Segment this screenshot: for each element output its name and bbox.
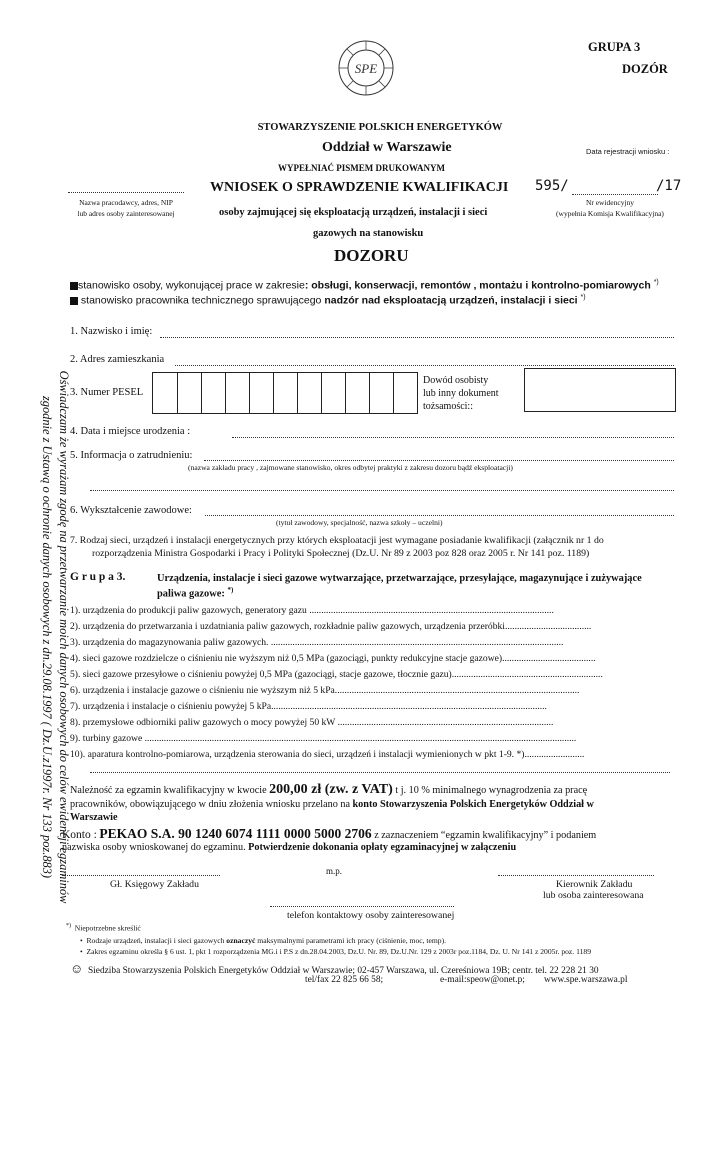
- birth-input[interactable]: [232, 437, 674, 438]
- reg-number-input[interactable]: [572, 194, 658, 195]
- bullet-icon: •: [80, 947, 83, 956]
- employment-input[interactable]: [204, 460, 674, 461]
- id-doc-label-1: Dowód osobisty: [423, 375, 489, 386]
- field-birth-label: 4. Data i miejsce urodzenia :: [70, 426, 191, 437]
- manager-label-1: Kierownik Zakładu: [556, 879, 633, 890]
- group-label: GRUPA 3: [588, 40, 641, 54]
- position-option-2[interactable]: stanowisko pracownika technicznego sprawującego nadzór nad eksploatacją urządzeń, instalacji i sieci *): [70, 294, 586, 307]
- field-7-line-2: rozporządzenia Ministra Gospodarki i Pracy i Polityki Społecznej (Dz.U. Nr 89 z 2003 poz 828 oraz 2005 r. Nr 141 poz. 1189): [92, 548, 590, 559]
- footnote-1: *) Niepotrzebne skreślić: [66, 923, 141, 933]
- position-option-1[interactable]: stanowisko osoby, wykonującej prace w zakresie: obsługi, konserwacji, remontów , montażu i kontrolno-pomiarowych *): [70, 279, 659, 292]
- consent-line-1: Oświadczam że wyrażam zgodę na przetwarzanie moich danych osobowych do celów ewidencji egzaminów: [57, 370, 71, 904]
- branch-name: Oddział w Warszawie: [322, 140, 452, 155]
- employer-label-1: Nazwa pracodawcy, adres, NIP: [79, 198, 173, 207]
- form-subtitle-2: gazowych na stanowisku: [313, 228, 424, 239]
- phone-label: telefon kontaktowy osoby zainteresowanej: [287, 910, 455, 921]
- reg-prefix: 595/: [535, 178, 569, 194]
- reg-label-2: (wypełnia Komisja Kwalifikacyjna): [556, 209, 664, 218]
- id-doc-label-3: tożsamości::: [423, 401, 473, 412]
- footnote-3: • Zakres egzaminu określa § 6 ust. 1, pkt 1 rozporządzenia MG.i i P.S z dn.28.04.2003, Dz.U. Nr. 89, Dz.U.Nr. 129 z 2003r poz.1184, Dz. U. Nr 141 z 2005r. poz. 1189: [80, 947, 592, 956]
- consent-side-text: [38, 112, 72, 1162]
- payment-line-3: Warszawie: [70, 812, 118, 823]
- reg-suffix: /17: [656, 178, 682, 194]
- list-item[interactable]: 4). sieci gazowe rozdzielcze o ciśnieniu nie wyższym niż 0,5 MPa (gazociągi, punkty redukcyjne stacje gazowe).......................................: [70, 653, 596, 664]
- employment-hint: (nazwa zakładu pracy , zajmowane stanowisko, okres odbytej praktyki z zakresu dozoru bądź eksploatacji): [188, 463, 513, 472]
- field-7-line-1: 7. Rodzaj sieci, urządzeń i instalacji energetycznych przy których eksploatacji jest wymagane posiadanie kwalifikacji (załącznik nr 1 do: [70, 535, 604, 546]
- www-link[interactable]: www.spe.warszawa.pl: [544, 975, 628, 985]
- manager-label-2: lub osoba zainteresowana: [543, 890, 644, 901]
- list-item[interactable]: 8). przemysłowe odbiorniki paliw gazowych o mocy powyżej 50 kW ..........................................................................................: [70, 717, 554, 728]
- email-link[interactable]: e-mail:speow@onet.p;: [440, 975, 525, 985]
- accountant-label: Gł. Księgowy Zakładu: [110, 879, 199, 890]
- employer-line[interactable]: [68, 192, 184, 193]
- reg-date-label: Data rejestracji wniosku :: [586, 147, 670, 156]
- list-item[interactable]: 5). sieci gazowe przesyłowe o ciśnieniu powyżej 0,5 MPa (gazociągi, stacje gazowe, tłocznie gazu)...............................................................: [70, 669, 603, 680]
- konto-line: Konto : PEKAO S.A. 90 1240 6074 1111 0000 5000 2706 z zaznaczeniem “egzamin kwalifikacyjny” i podaniem: [62, 826, 597, 841]
- field-pesel-label: 3. Numer PESEL: [70, 387, 144, 398]
- address-input[interactable]: [175, 365, 674, 366]
- payment-line-1: Należność za egzamin kwalifikacyjny w kwocie 200,00 zł (zw. z VAT) t j. 10 % minimalnego wynagrodzenia za pracę: [70, 782, 588, 797]
- position-title: DOZORU: [334, 246, 409, 265]
- fill-instruction: WYPEŁNIAĆ PISMEM DRUKOWANYM: [278, 163, 445, 173]
- payment-line-5: nazwiska osoby wnioskowanej do egzaminu. Potwierdzenie dokonania opłaty egzaminacyjnej w załączeniu: [62, 842, 517, 853]
- list-item[interactable]: 10). aparatura kontrolno-pomiarowa, urządzenia sterowania do sieci, urządzeń i instalacji wymienionych w pkt 1-9. *).........................: [70, 749, 585, 760]
- id-doc-input[interactable]: [524, 368, 676, 412]
- reg-label-1: Nr ewidencyjny: [585, 198, 635, 207]
- fax-line: tel/fax 22 825 66 58;: [305, 975, 384, 985]
- pesel-input[interactable]: [152, 372, 418, 414]
- checkbox-filled-icon[interactable]: [70, 282, 78, 290]
- list-item[interactable]: 9). turbiny gazowe ....................................................................................................................................................................................: [70, 733, 577, 744]
- supervision-label: DOZÓR: [622, 62, 668, 76]
- address-icon: ☺: [70, 961, 84, 976]
- field-education-label: 6. Wykształcenie zawodowe:: [70, 505, 192, 516]
- list-item[interactable]: 2). urządzenia do przetwarzania i uzdatniania paliw gazowych, rozkładnie paliw gazowych, urządzenia przeróbki....................................: [70, 621, 592, 632]
- spe-logo: [336, 38, 396, 98]
- employment-input-2[interactable]: [90, 490, 674, 491]
- education-input[interactable]: [205, 515, 674, 516]
- form-title: WNIOSEK O SPRAWDZENIE KWALIFIKACJI: [210, 180, 509, 195]
- list-item[interactable]: 6). urządzenia i instalacje gazowe o ciśnieniu nie wyższym niż 5 kPa......................................................................................................: [70, 685, 580, 696]
- group3-desc-1: Urządzenia, instalacje i sieci gazowe wytwarzające, przetwarzające, przesyłające, magazynujące i zużywające: [157, 573, 642, 584]
- employer-label-2: lub adres osoby zainteresowanej: [77, 209, 175, 218]
- account-number: PEKAO S.A. 90 1240 6074 1111 0000 5000 2706: [99, 826, 372, 841]
- consent-line-2: zgodnie z Ustawą o ochronie danych osobowych z dn.29.08.1997 ( Dz.U.z1997r. Nr 133 poz.883): [40, 395, 54, 879]
- bullet-icon: •: [80, 936, 83, 945]
- logo-text: SPE: [354, 61, 378, 76]
- checkbox-filled-icon[interactable]: [70, 297, 78, 305]
- group3-extra-line[interactable]: [90, 772, 670, 773]
- list-item[interactable]: 3). urządzenia do magazynowania paliw gazowych. ..........................................................................................................................: [70, 637, 564, 648]
- education-hint: (tytuł zawodowy, specjalność, nazwa szkoły – uczelni): [276, 518, 443, 527]
- field-address-label: 2. Adres zamieszkania: [70, 354, 165, 365]
- phone-input[interactable]: [270, 906, 454, 907]
- manager-signature[interactable]: [498, 875, 654, 876]
- footnote-2: • Rodzaje urządzeń, instalacji i sieci gazowych oznaczyć maksymalnymi parametrami ich pracy (ciśnienie, moc, temp).: [80, 936, 447, 945]
- group3-label: G r u p a 3.: [70, 571, 126, 583]
- payment-line-2: pracowników, obowiązującego w dniu złożenia wniosku przelano na konto Stowarzyszenia Polskich Energetyków Oddział w: [70, 799, 594, 810]
- list-item[interactable]: 1). urządzenia do produkcji paliw gazowych, generatory gazu ......................................................................................................: [70, 605, 554, 616]
- org-name: STOWARZYSZENIE POLSKICH ENERGETYKÓW: [257, 122, 503, 133]
- group3-desc-2: paliwa gazowe: *): [157, 586, 234, 600]
- id-doc-label-2: lub inny dokument: [423, 388, 499, 399]
- field-name-label: 1. Nazwisko i imię:: [70, 326, 153, 337]
- list-item[interactable]: 7). urządzenia i instalacje o ciśnieniu powyżej 5 kPa...................................................................................................................: [70, 701, 547, 712]
- name-input[interactable]: [160, 337, 674, 338]
- form-subtitle: osoby zajmującej się eksploatacją urządzeń, instalacji i sieci: [219, 207, 488, 218]
- accountant-signature[interactable]: [62, 875, 220, 876]
- address-line: ☺ Siedziba Stowarzyszenia Polskich Energetyków Oddział w Warszawie; 02-457 Warszawa, ul. Czereśniowa 19B; centr. tel. 22 228 21 30: [70, 961, 599, 976]
- field-employment-label: 5. Informacja o zatrudnieniu:: [70, 450, 193, 461]
- mp-label: m.p.: [326, 866, 343, 876]
